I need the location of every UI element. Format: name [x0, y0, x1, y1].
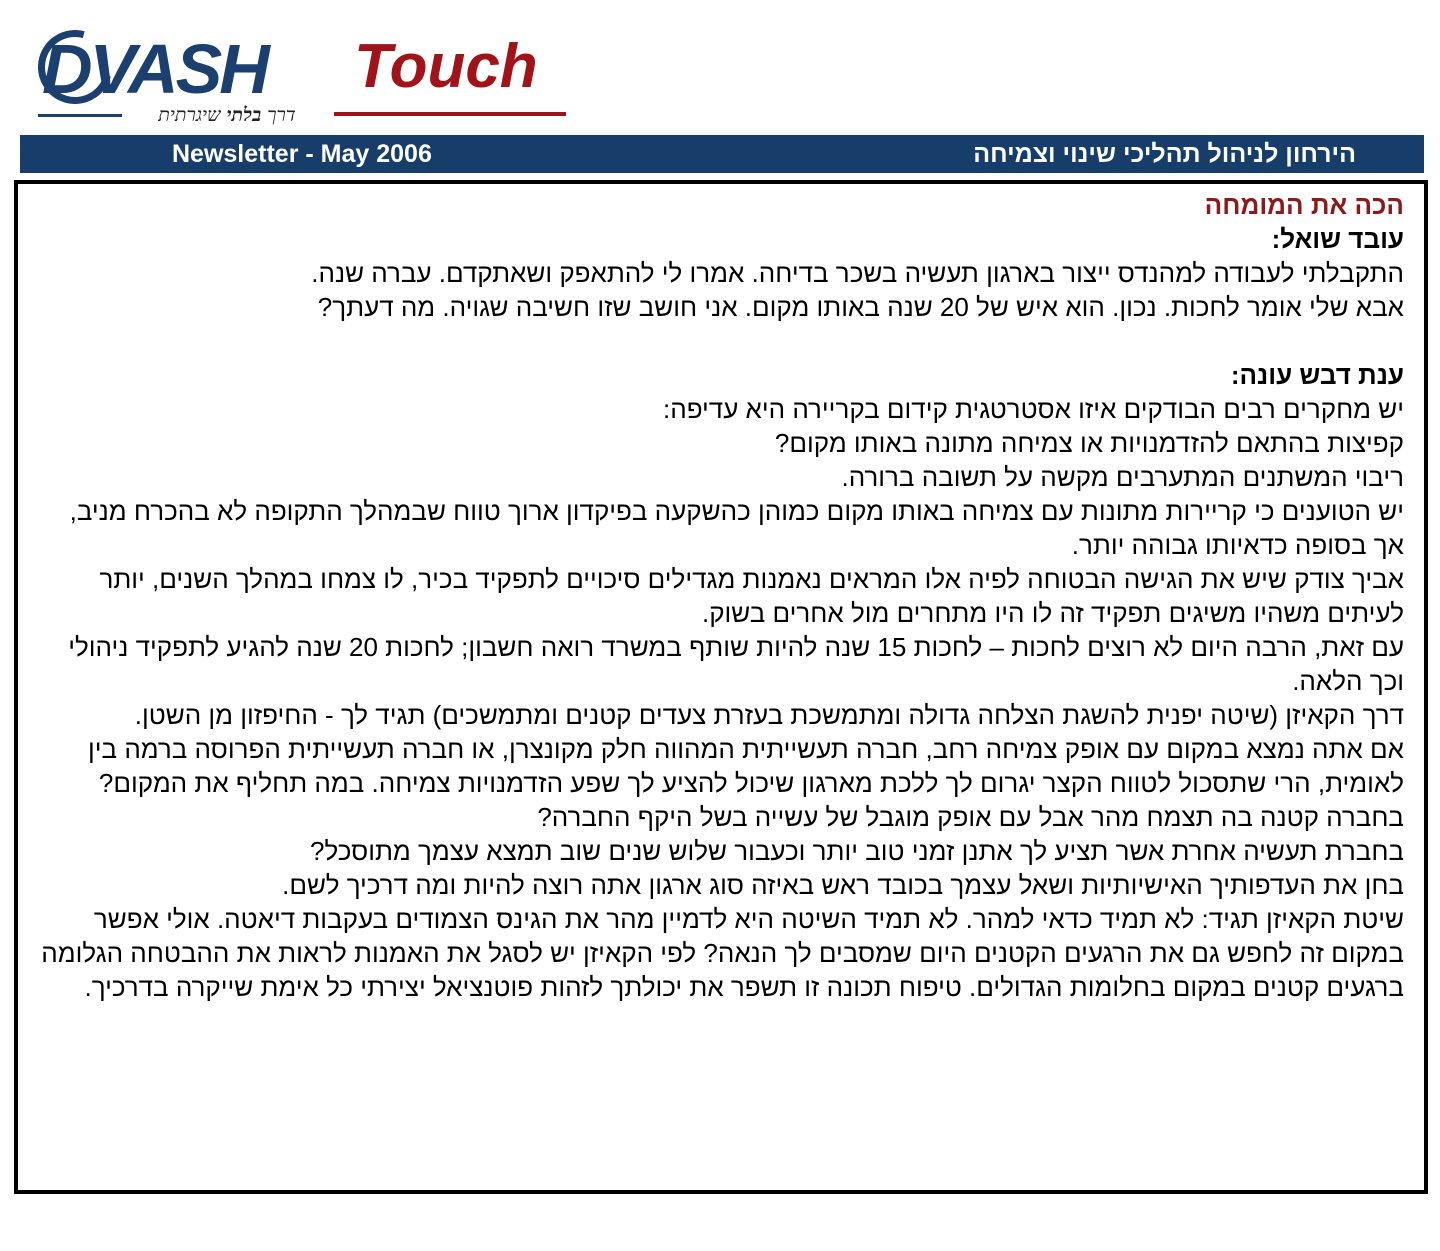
answer-paragraph: ריבוי המשתנים המתערבים מקשה על תשובה ברורה.	[841, 462, 1404, 492]
answer-paragraph: אם אתה נמצא במקום עם אופק צמיחה רחב, חברה תעשייתית המהווה חלק מקונצרן, או חברה תעשייתית הפרוסה ברמה בין לאומית, הרי שתסכול לטווח הקצר יגרום לך ללכת מארגון שיכול להציע לך שפע הזדמנויות צמיחה. במה תחליף את המקום? בחברה קטנה בה תצמח מהר אבל עם אופק מוגבל של עשייה בשל היקף החברה?	[88, 734, 1404, 832]
logo-product: Touch	[354, 32, 538, 101]
logo-underline-red	[334, 112, 566, 116]
answer-paragraph: בחן את העדפותיך האישיותיות ושאל עצמך בכובד ראש באיזה סוג ארגון אתה רוצה להיות ומה דרכיך לשם.	[282, 870, 1404, 900]
logo-tagline	[124, 102, 330, 128]
answer-paragraph: שיטת הקאיזן תגיד: לא תמיד כדאי למהר. לא תמיד השיטה היא לדמיין מהר את הגינס הצמודים בעקבות דיאטה. אולי אפשר במקום זה לחפש גם את הרגעים הקטנים היום שמסבים לך הנאה? לפי הקאיזן יש לסגל את האמנות לראות את ההבטחה הגלומה ברגעים קטנים במקום בחלומות הגדולים. טיפוח תכונה זו תשפר את יכולתך לזהות פוטנציאל יצירתי כל אימת שייקרה בדרכיך.	[41, 904, 1404, 1002]
question-line: אבא שלי אומר לחכות. נכון. הוא איש של 20 שנה באותו מקום. אני חושב שזו חשיבה שגויה. מה דעתך?	[317, 292, 1404, 322]
answer-paragraph: יש מחקרים רבים הבודקים איזו אסטרטגית קידום בקריירה היא עדיפה:	[663, 394, 1404, 424]
tagline-pre: דרך	[261, 104, 296, 126]
newsletter-banner	[20, 135, 1424, 173]
spacer	[34, 324, 1404, 358]
question-line: התקבלתי לעבודה למהנדס ייצור בארגון תעשיה בשכר בדיחה. אמרו לי להתאפק ושאתקדם. עברה שנה.	[311, 258, 1404, 288]
dvash-touch-logo	[38, 26, 578, 130]
logo-brand: DVASH	[42, 30, 267, 108]
article-body	[34, 188, 1404, 1004]
article-box	[14, 180, 1428, 1194]
question-label: עובד שואל:	[1271, 224, 1404, 254]
answer-paragraph: קפיצות בהתאם להזדמנויות או צמיחה מתונה באותו מקום?	[774, 428, 1404, 458]
banner-subtitle: הירחון לניהול תהליכי שינוי וצמיחה	[973, 140, 1356, 168]
answer-paragraph: יש הטוענים כי קריירות מתונות עם צמיחה באותו מקום כמוהן כהשקעה בפיקדון ארוך טווח שבמהלך התקופה לא בהכרח מניב, אך בסופה כדאיותו גבוהה יותר.	[69, 496, 1404, 560]
banner-issue-date: Newsletter - May 2006	[172, 140, 432, 168]
tagline-post: שיגרתית	[158, 104, 227, 126]
answer-paragraph: עם זאת, הרבה היום לא רוצים לחכות – לחכות 15 שנה להיות שותף במשרד רואה חשבון; לחכות 20 שנה להגיע לתפקיד ניהולי וכך הלאה.	[68, 632, 1404, 696]
tagline-bold: בלתי	[226, 104, 262, 126]
answer-label: ענת דבש עונה:	[1230, 360, 1404, 390]
answer-paragraph: בחברת תעשיה אחרת אשר תציע לך אתנן זמני טוב יותר וכעבור שלוש שנים שוב תמצא עצמך מתוסכל?	[310, 836, 1404, 866]
answer-paragraph: דרך הקאיזן (שיטה יפנית להשגת הצלחה גדולה ומתמשכת בעזרת צעדים קטנים ומתמשכים) תגיד לך - החיפזון מן השטן.	[134, 700, 1404, 730]
article-heading: הכה את המומחה	[1204, 190, 1404, 220]
answer-paragraph: אביך צודק שיש את הגישה הבטוחה לפיה אלו המראים נאמנות מגדילים סיכויים לתפקיד בכיר, לו צמחו במהלך השנים, יותר לעיתים משהיו משיגים תפקיד זה לו היו מתחרים מול אחרים בשוק.	[99, 564, 1404, 628]
logo-underline-blue	[38, 114, 122, 117]
